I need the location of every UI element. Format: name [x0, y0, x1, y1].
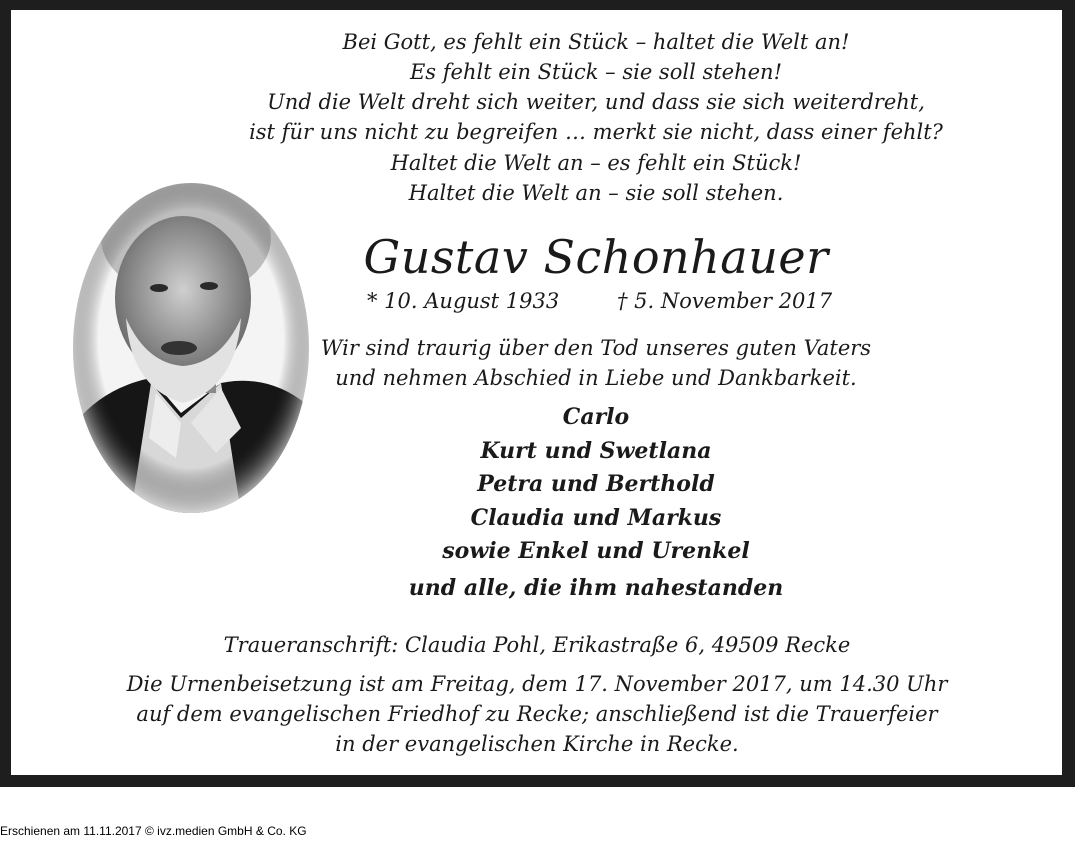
- family-member: Claudia und Markus: [470, 505, 722, 531]
- mourning-line: Wir sind traurig über den Tod unseres guten Vaters: [320, 336, 872, 360]
- ceremony-line: Die Urnenbeisetzung ist am Freitag, dem 17. November 2017, um 14.30 Uhr: [126, 672, 948, 696]
- poem-line: Haltet die Welt an – es fehlt ein Stück!: [390, 151, 802, 175]
- poem-line: Haltet die Welt an – sie soll stehen.: [408, 181, 784, 205]
- poem-line: ist für uns nicht zu begreifen … merkt sie nicht, dass einer fehlt?: [249, 120, 943, 144]
- poem-line: Es fehlt ein Stück – sie soll stehen!: [409, 60, 783, 84]
- birth-date: * 10. August 1933: [367, 289, 560, 313]
- publication-footer: Erschienen am 11.11.2017 © ivz.medien GmbH & Co. KG: [0, 824, 307, 838]
- poem-line: Und die Welt dreht sich weiter, und dass sie sich weiterdreht,: [267, 90, 925, 114]
- deceased-name: Gustav Schonhauer: [363, 230, 829, 284]
- family-member: Kurt und Swetlana: [480, 438, 712, 464]
- family-member: sowie Enkel und Urenkel: [442, 538, 750, 564]
- death-date: † 5. November 2017: [617, 289, 833, 313]
- poem-line: Bei Gott, es fehlt ein Stück – haltet die Welt an!: [342, 30, 850, 54]
- family-member: Petra und Berthold: [477, 471, 715, 497]
- mourning-address: Traueranschrift: Claudia Pohl, Erikastraße 6, 49509 Recke: [223, 633, 851, 657]
- portrait-photo: [71, 178, 311, 513]
- family-member: Carlo: [562, 404, 630, 430]
- family-member: und alle, die ihm nahestanden: [408, 575, 784, 601]
- ceremony-line: in der evangelischen Kirche in Recke.: [335, 732, 739, 756]
- mourning-line: und nehmen Abschied in Liebe und Dankbarkeit.: [335, 366, 857, 390]
- ceremony-line: auf dem evangelischen Friedhof zu Recke; anschließend ist die Trauerfeier: [136, 702, 938, 726]
